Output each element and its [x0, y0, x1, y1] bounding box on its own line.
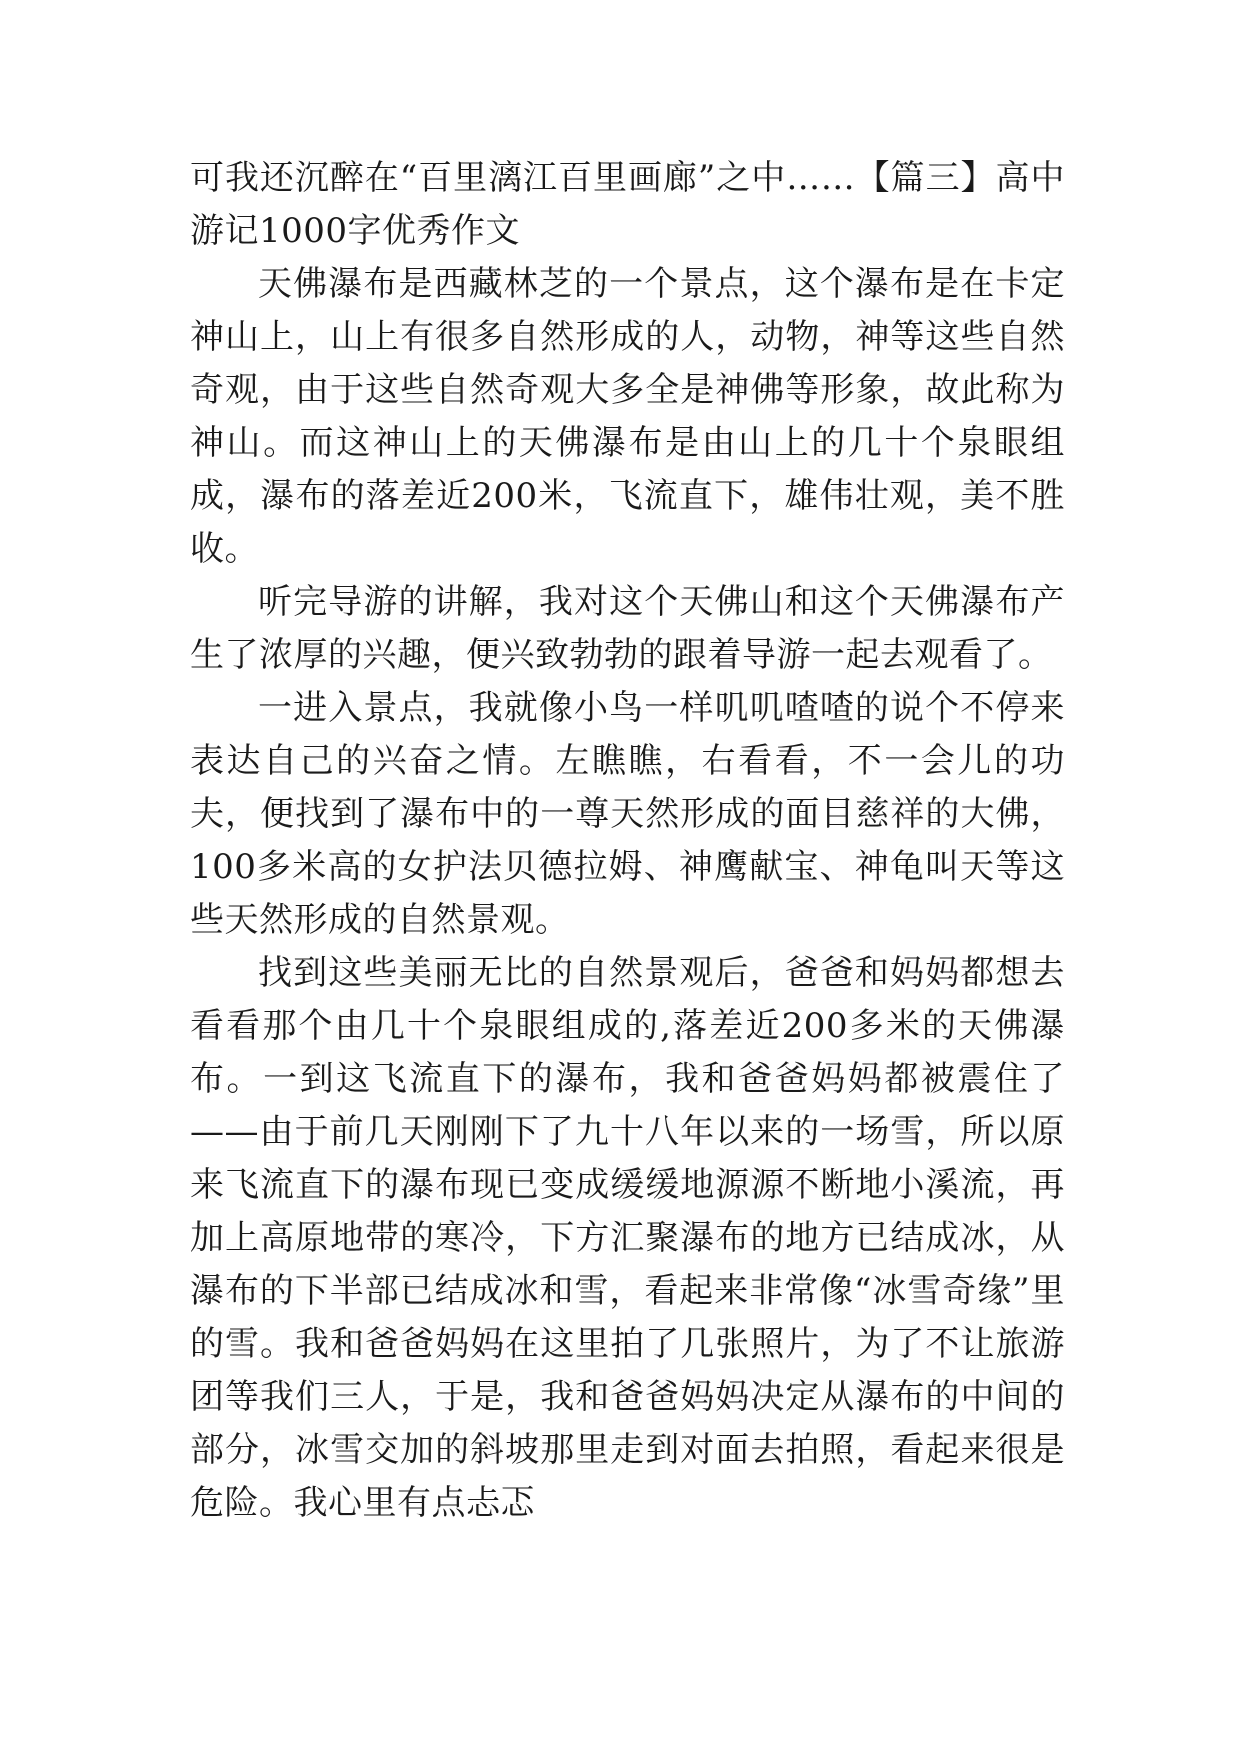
- essay-body: [190, 152, 1065, 1530]
- paragraph-entering-site: 一进入景点，我就像小鸟一样叽叽喳喳的说个不停来表达自己的兴奋之情。左瞧瞧，右看看，不一会儿的功夫，便找到了瀑布中的一尊天然形成的面目慈祥的大佛，100多米高的女护法贝德拉姆、神鹰献宝、神龟叫天等这些天然形成的自然景观。: [190, 688, 1065, 940]
- paragraph-intro: 可我还沉醉在“百里漓江百里画廊”之中……【篇三】高中游记1000字优秀作文: [190, 158, 1065, 251]
- paragraph-guide-explanation: 听完导游的讲解，我对这个天佛山和这个天佛瀑布产生了浓厚的兴趣，便兴致勃勃的跟着导游一起去观看了。: [190, 582, 1065, 675]
- paragraph-visiting-waterfall: 找到这些美丽无比的自然景观后，爸爸和妈妈都想去看看那个由几十个泉眼组成的,落差近200多米的天佛瀑布。一到这飞流直下的瀑布，我和爸爸妈妈都被震住了——由于前几天刚刚下了九十八年以来的一场雪，所以原来飞流直下的瀑布现已变成缓缓地源源不断地小溪流，再加上高原地带的寒冷，下方汇聚瀑布的地方已结成冰，从瀑布的下半部已结成冰和雪，看起来非常像“冰雪奇缘”里的雪。我和爸爸妈妈在这里拍了几张照片，为了不让旅游团等我们三人，于是，我和爸爸妈妈决定从瀑布的中间的部分，冰雪交加的斜坡那里走到对面去拍照，看起来很是危险。我心里有点忐忑: [190, 953, 1065, 1523]
- paragraph-waterfall-description: 天佛瀑布是西藏林芝的一个景点，这个瀑布是在卡定神山上，山上有很多自然形成的人，动物，神等这些自然奇观，由于这些自然奇观大多全是神佛等形象，故此称为神山。而这神山上的天佛瀑布是由山上的几十个泉眼组成，瀑布的落差近200米，飞流直下，雄伟壮观，美不胜收。: [190, 264, 1065, 569]
